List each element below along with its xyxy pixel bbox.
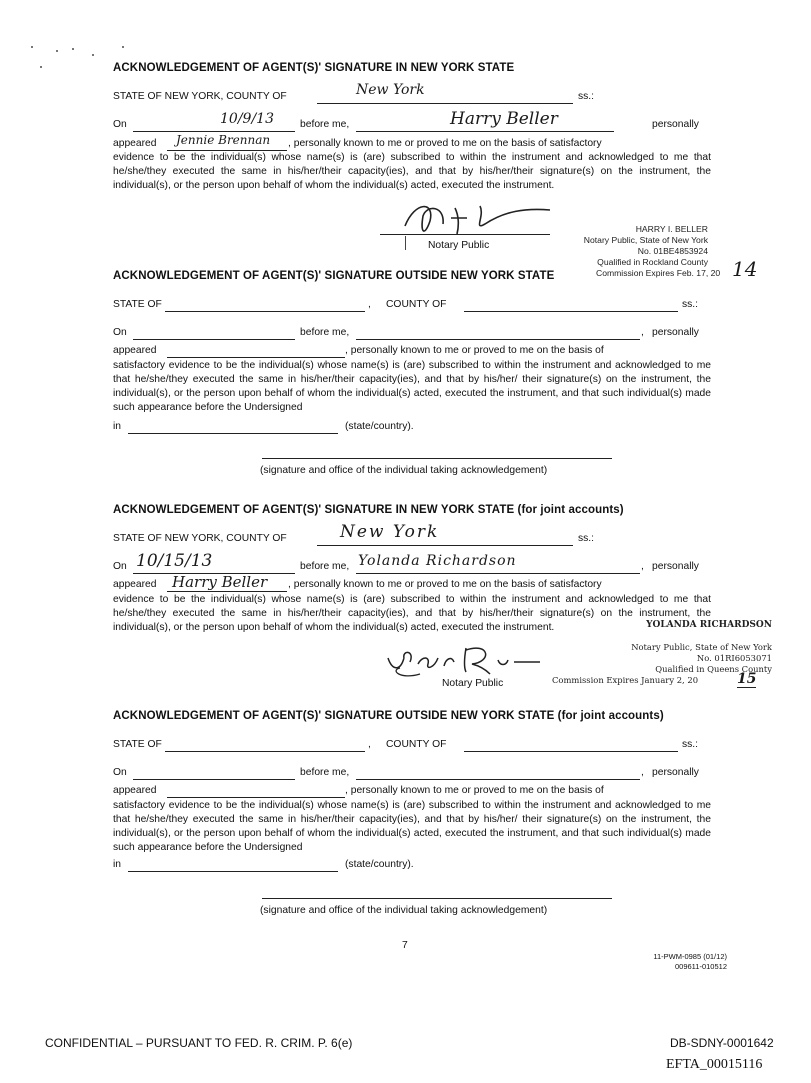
form-code-number: 11-PWM-0985 (01/12) <box>653 952 727 961</box>
scan-speck <box>72 48 74 50</box>
section2-heading: ACKNOWLEDGEMENT OF AGENT(S)' SIGNATURE OUTSIDE NEW YORK STATE <box>113 270 555 282</box>
stamp-title: Notary Public, State of New York <box>631 642 772 652</box>
section4-before-me: before me, <box>300 767 350 778</box>
section3-appeared-label: appeared <box>113 579 157 590</box>
section1-signature-tick <box>405 236 406 250</box>
section3-county-line <box>317 545 573 546</box>
section1-state-label: STATE OF NEW YORK, COUNTY OF <box>113 91 287 102</box>
section3-ss: ss.: <box>578 533 595 544</box>
section1-ss: ss.: <box>578 91 595 102</box>
section3-county-handwriting: New York <box>340 522 440 542</box>
section2-county-line <box>464 311 678 312</box>
section4-in-label: in <box>113 859 122 870</box>
efta-number: EFTA_00015116 <box>666 1057 763 1072</box>
section2-ss: ss.: <box>682 299 699 310</box>
section4-signature-line <box>262 898 612 899</box>
section3-before-me: before me, <box>300 561 350 572</box>
section1-stamp-expires: Commission Expires Feb. 17, 20 <box>596 268 721 278</box>
section2-line1-rest: , personally known to me or proved to me on the basis of <box>345 345 604 356</box>
section2-appeared-label: appeared <box>113 345 157 356</box>
section3-notary-handwriting: Yolanda Richardson <box>358 553 517 569</box>
stamp-qualified: Qualified in Rockland County <box>597 257 708 267</box>
section4-notary-line <box>356 779 640 780</box>
section1-county-line <box>317 103 573 104</box>
section3-notary-public: Notary Public <box>442 678 504 689</box>
section3-appeared-handwriting: Harry Beller <box>172 573 268 591</box>
section4-appeared-label: appeared <box>113 785 157 796</box>
section3-personally: personally <box>652 561 699 572</box>
section1-county-handwriting: New York <box>356 82 425 98</box>
section2-date-line <box>133 339 295 340</box>
section1-signature-line <box>380 234 550 235</box>
section4-state-country: (state/country). <box>345 859 414 870</box>
section1-body: evidence to be the individual(s) whose name(s) is (are) subscribed to within the instrument and acknowledged to me that he/she/they executed the same in his/her/their capacity(ies), and that by his/her/their signature(s) on the instrument, the individual(s), or the person upon behalf of whom the individual(s) acted, executed the instrument. <box>113 152 711 191</box>
section4-body: satisfactory evidence to be the individual(s) whose name(s) is (are) subscribed to within the instrument and acknowledged to me that he/she/they executed the same in his/her/their capacity(ies), and that by his/her/ their signature(s) on the instrument, the individual(s), or the person upon behalf of whom the individual(s) acted, executed the instrument, and that such individual(s) made such appearance before the Undersigned <box>113 800 711 853</box>
scan-speck <box>56 50 58 52</box>
section3-stamp-name: YOLANDA RICHARDSON <box>646 620 772 630</box>
section3-date-handwriting: 10/15/13 <box>136 551 213 571</box>
section1-before-me: before me, <box>300 119 350 130</box>
confidential-notice: CONFIDENTIAL – PURSUANT TO FED. R. CRIM. P. 6(e) <box>45 1036 353 1050</box>
stamp-qualified: Qualified in Queens County <box>655 664 772 674</box>
stamp-number: No. 01BE4853924 <box>637 246 708 256</box>
section1-appeared-handwriting: Jennie Brennan <box>176 133 271 147</box>
section3-appeared-line <box>167 591 287 592</box>
section4-heading: ACKNOWLEDGEMENT OF AGENT(S)' SIGNATURE OUTSIDE NEW YORK STATE (for joint accounts) <box>113 710 664 722</box>
section2-in-label: in <box>113 421 122 432</box>
section3-stamp-year-handwriting: 15 <box>737 671 757 687</box>
section2-signature-caption: (signature and office of the individual taking acknowledgement) <box>260 465 548 476</box>
page-number: 7 <box>402 940 408 951</box>
section2-before-me: before me, <box>300 327 350 338</box>
section3-line1-rest: , personally known to me or proved to me on the basis of satisfactory <box>288 579 602 590</box>
section2-county-of: COUNTY OF <box>386 299 447 310</box>
section4-state-of: STATE OF <box>113 739 162 750</box>
section4-line1-rest: , personally known to me or proved to me on the basis of <box>345 785 604 796</box>
section4-state-country-line <box>128 871 338 872</box>
section4-on-label: On <box>113 767 127 778</box>
section1-line1-rest: , personally known to me or proved to me on the basis of satisfactory <box>288 138 602 149</box>
section2-signature-line <box>262 458 612 459</box>
section1-notary-stamp <box>560 224 708 268</box>
section4-state-line <box>165 751 365 752</box>
scan-speck <box>122 46 124 48</box>
section3-state-label: STATE OF NEW YORK, COUNTY OF <box>113 533 287 544</box>
section4-county-line <box>464 751 678 752</box>
section2-notary-line <box>356 339 640 340</box>
section2-on-label: On <box>113 327 127 338</box>
section3-notary-line <box>356 573 640 574</box>
section1-appeared-label: appeared <box>113 138 157 149</box>
scan-speck <box>92 54 94 56</box>
section4-county-of: COUNTY OF <box>386 739 447 750</box>
section3-on-label: On <box>113 561 127 572</box>
section4-personally: personally <box>652 767 699 778</box>
section2-personally: personally <box>652 327 699 338</box>
scan-speck <box>31 46 33 48</box>
section2-appeared-line <box>167 357 345 358</box>
stamp-title: Notary Public, State of New York <box>583 235 708 245</box>
section2-state-country-line <box>128 433 338 434</box>
section3-notary-signature <box>380 640 550 680</box>
section2-state-line <box>165 311 365 312</box>
section4-ss: ss.: <box>682 739 699 750</box>
form-code-id: 009611-010512 <box>675 962 727 971</box>
bates-number: DB-SDNY-0001642 <box>670 1036 774 1050</box>
scan-speck <box>40 66 42 68</box>
section1-notary-line <box>356 131 614 132</box>
section3-heading: ACKNOWLEDGEMENT OF AGENT(S)' SIGNATURE IN NEW YORK STATE (for joint accounts) <box>113 504 624 516</box>
section2-body: satisfactory evidence to be the individual(s) whose name(s) is (are) subscribed to within the instrument and acknowledged to me that he/she/they executed the same in his/her/their capacity(ies), and that by his/her/ their signature(s) on the instrument, the individual(s), or the person upon behalf of whom the individual(s) acted, executed the instrument, and that such individual(s) made such appearance before the Undersigned <box>113 360 711 413</box>
form-code <box>620 952 727 972</box>
section1-heading: ACKNOWLEDGEMENT OF AGENT(S)' SIGNATURE IN NEW YORK STATE <box>113 62 515 74</box>
section1-date-line <box>133 131 295 132</box>
section3-body: evidence to be the individual(s) whose name(s) is (are) subscribed to within the instrument and acknowledged to me that he/she/they executed the same in his/her/their capacity(ies), and that by his/her/their signature(s) on the instrument, the individual(s), or the person upon behalf of whom the individual(s) acted, executed the instrument. <box>113 594 711 633</box>
section2-state-country: (state/country). <box>345 421 414 432</box>
section1-notary-handwriting: Harry Beller <box>450 109 558 129</box>
section1-personally: personally <box>652 119 699 130</box>
section4-signature-caption: (signature and office of the individual taking acknowledgement) <box>260 905 548 916</box>
section1-stamp-year-handwriting: 14 <box>732 257 758 281</box>
section1-notary-public: Notary Public <box>428 240 490 251</box>
stamp-number: No. 01RI6053071 <box>696 653 772 663</box>
section2-state-of: STATE OF <box>113 299 162 310</box>
section4-appeared-line <box>167 797 345 798</box>
section1-on-label: On <box>113 119 127 130</box>
section3-stamp-expires: Commission Expires January 2, 20 <box>552 675 699 685</box>
section4-date-line <box>133 779 295 780</box>
section1-date-handwriting: 10/9/13 <box>220 111 274 127</box>
stamp-name: HARRY I. BELLER <box>635 224 708 234</box>
